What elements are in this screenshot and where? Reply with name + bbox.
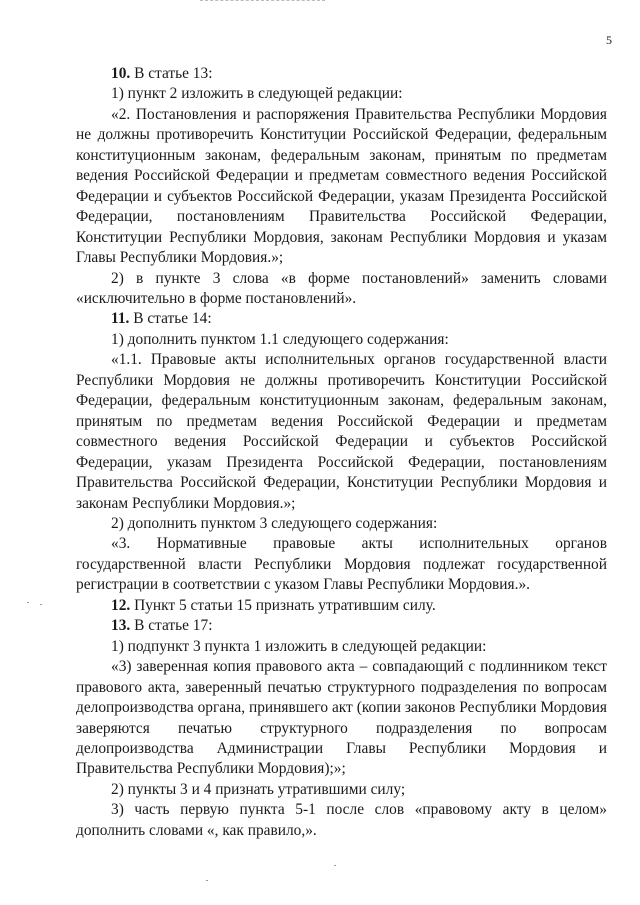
section-heading-text: В статье 17: [130, 617, 213, 635]
page-number: 5 [606, 33, 612, 47]
document-body [76, 64, 607, 841]
section-number: 12. [111, 596, 131, 614]
section-heading-13 [76, 616, 607, 636]
paragraph: «3) заверенная копия правового акта – совпадающий с подлинником текст правового акта, заверенный печатью структурного подразделения по вопросам делопроизводства органа, принявшего акт (копии законов Республики Мордовия заверяются печатью структурного подразделения по вопросам делопроизводства Администрации Главы Республики Мордовия и Правительства Республики Мордовия);»; [76, 658, 607, 778]
paragraph: 2) пункты 3 и 4 признать утратившими силу; [111, 780, 406, 798]
section-heading-10 [76, 64, 607, 84]
paragraph: 1) подпункт 3 пункта 1 изложить в следующей редакции: [111, 637, 487, 655]
paragraph: 2) в пункте 3 слова «в форме постановлений» заменить словами «исключительно в форме постановлений». [76, 269, 607, 307]
section-heading-text: В статье 13: [130, 65, 213, 82]
section-heading-text: В статье 14: [129, 310, 212, 328]
paragraph: «2. Постановления и распоряжения Правительства Республики Мордовия не должны противоречить Конституции Российской Федерации, федеральным конституционным законам, федеральным законам, принятым по предметам ведения Российской Федерации и предметам совместного ведения Российской Федерации и субъектов Российской Федерации, указам Президента Российской Федерации, постановлениям Правительства Российской Федерации, Конституции Республики Мордовия, законам Республики Мордовия и указам Главы Республики Мордовия.»; [76, 105, 607, 267]
section-number: 10. [111, 65, 131, 82]
scan-speck [206, 880, 208, 881]
scan-speck [334, 865, 336, 866]
paragraph: 1) дополнить пунктом 1.1 следующего содержания: [111, 330, 449, 348]
scan-speck [40, 604, 42, 605]
section-heading-text: Пункт 5 статьи 15 признать утратившим силу. [130, 596, 436, 614]
scan-edge-mark [200, 0, 325, 2]
section-heading-11 [76, 309, 607, 329]
paragraph: «3. Нормативные правовые акты исполнительных органов государственной власти Республики Мордовия подлежат государственной регистрации в соответствии с указом Главы Республики Мордовия.». [76, 535, 607, 594]
section-heading-12 [76, 596, 607, 616]
paragraph: 3) часть первую пункта 5-1 после слов «правовому акту в целом» дополнить словами «, как правило,». [76, 801, 607, 839]
section-number: 11. [111, 310, 130, 328]
paragraph: 1) пункт 2 изложить в следующей редакции: [111, 85, 403, 103]
paragraph: 2) дополнить пунктом 3 следующего содержания: [111, 514, 438, 532]
paragraph: «1.1. Правовые акты исполнительных органов государственной власти Республики Мордовия не должны противоречить Конституции Российской Федерации, федеральным конституционным законам, федеральным законам, принятым по предметам ведения Российской Федерации и предметам совместного ведения Российской Федерации и субъектов Российской Федерации, указам Президента Российской Федерации, постановлениям Правительства Российской Федерации, Конституции Республики Мордовия и законам Республики Мордовия.»; [76, 351, 607, 512]
scan-speck [27, 602, 29, 603]
section-number: 13. [111, 617, 131, 635]
